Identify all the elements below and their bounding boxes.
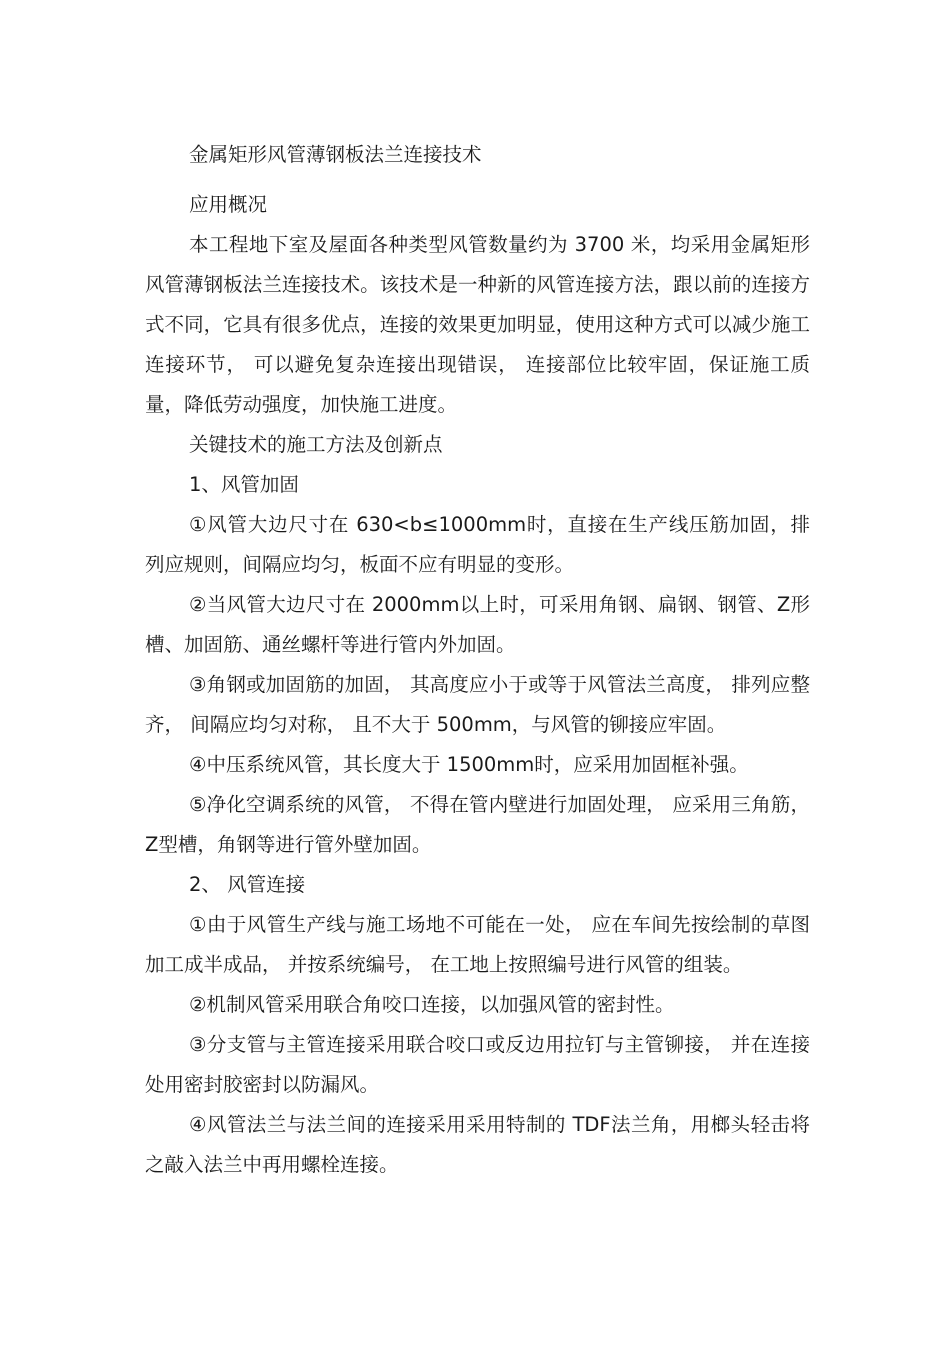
connection-item: ①由于风管生产线与施工场地不可能在一处， 应在车间先按绘制的草图加工成半成品， 并按系统编号， 在工地上按照编号进行风管的组装。 — [145, 913, 810, 976]
document-body — [145, 135, 810, 1185]
section-heading-overview: 应用概况 — [189, 193, 268, 216]
connection-item: ③分支管与主管连接采用联合咬口或反边用拉钉与主管铆接， 并在连接处用密封胶密封以防漏风。 — [145, 1033, 810, 1096]
reinforcement-item: ⑤净化空调系统的风管， 不得在管内壁进行加固处理， 应采用三角筋， Z型槽，角钢等进行管外壁加固。 — [145, 793, 810, 856]
subheading-duct-connection: 2、 风管连接 — [189, 873, 306, 896]
overview-paragraph: 本工程地下室及屋面各种类型风管数量约为 3700 米，均采用金属矩形风管薄钢板法兰连接技术。该技术是一种新的风管连接方法，跟以前的连接方式不同，它具有很多优点，连接的效果更加明显，使用这种方式可以减少施工连接环节， 可以避免复杂连接出现错误， 连接部位比较牢固，保证施工质量，降低劳动强度，加快施工进度。 — [145, 233, 810, 416]
reinforcement-item: ③角钢或加固筋的加固， 其高度应小于或等于风管法兰高度， 排列应整齐， 间隔应均匀对称， 且不大于 500mm，与风管的铆接应牢固。 — [145, 673, 810, 736]
reinforcement-item: ①风管大边尺寸在 630<b≤1000mm时，直接在生产线压筋加固，排列应规则，间隔应均匀，板面不应有明显的变形。 — [145, 513, 810, 576]
section-heading-key-tech: 关键技术的施工方法及创新点 — [189, 433, 443, 456]
connection-item: ②机制风管采用联合角咬口连接，以加强风管的密封性。 — [189, 993, 675, 1016]
connection-item: ④风管法兰与法兰间的连接采用采用特制的 TDF法兰角，用榔头轻击将之敲入法兰中再用螺栓连接。 — [145, 1113, 810, 1176]
subheading-duct-reinforcement: 1、风管加固 — [189, 473, 299, 496]
document-title: 金属矩形风管薄钢板法兰连接技术 — [189, 143, 482, 166]
reinforcement-item: ④中压系统风管，其长度大于 1500mm时，应采用加固框补强。 — [189, 753, 749, 776]
reinforcement-item: ②当风管大边尺寸在 2000mm以上时，可采用角钢、扁钢、钢管、Z形槽、加固筋、通丝螺杆等进行管内外加固。 — [145, 593, 810, 656]
